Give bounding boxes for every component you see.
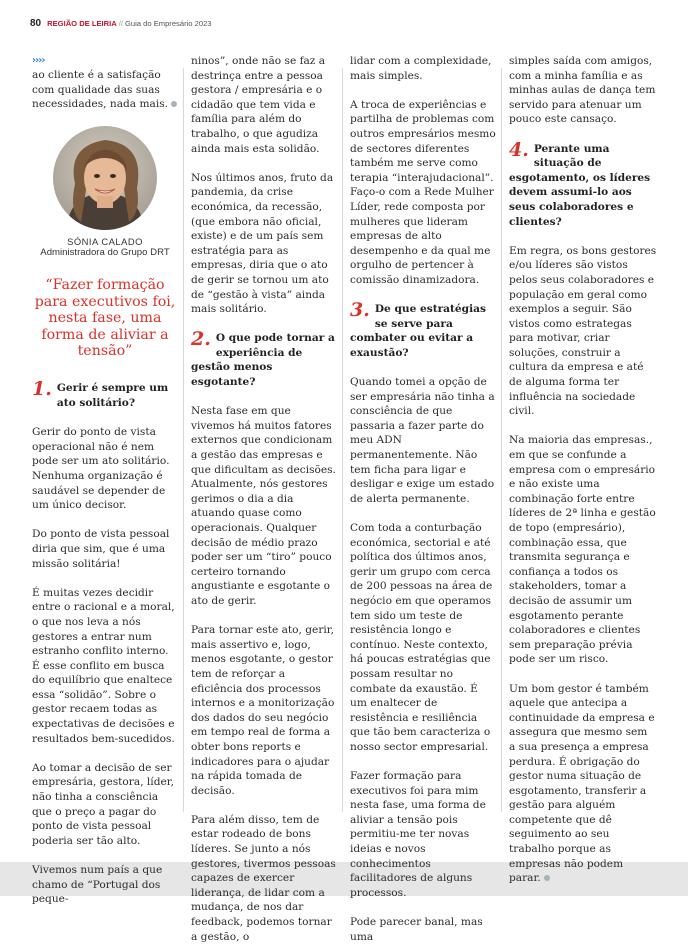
question-text: O que pode tornar a experiência de gestão menos esgotante?	[191, 332, 335, 389]
question-text: De que estratégias se serve para combater ou evitar a exaustão?	[350, 303, 486, 359]
question-number: 1.	[32, 378, 52, 401]
paragraph: Gerir do ponto de vista operacional não é nem pode ser um ato solitário. Nenhuma organização é saudável se depender de um único decisor.	[32, 426, 170, 512]
paragraph: Vivemos num país a que chamo de “Portugal dos peque-	[32, 864, 163, 906]
paragraph: Quando tomei a opção de ser empresária não tinha a consciência de que passaria a fazer parte do meu ADN permanentemente. Não tem ficha para ligar e desligar e exige um estado de alerta permanente.	[350, 376, 495, 505]
column-3	[350, 54, 496, 943]
paragraph: ao cliente é a satisfação com qualidade das suas necessidades, nada mais.	[32, 68, 178, 112]
question-number: 4.	[509, 138, 529, 161]
column-4	[509, 54, 657, 885]
paragraph: lidar com a complexidade, mais simples.	[350, 55, 492, 82]
person-role: Administradora do Grupo DRT	[40, 247, 170, 259]
question-number: 3.	[350, 299, 370, 322]
portrait-caption	[32, 236, 178, 259]
paragraph: Um bom gestor é também aquele que antecipa a continuidade da empresa e assegura que mesmo sem a sua presença a empresa perdura. É obrigação do gestor numa situação de esgotamento, transferir a gestão para alguém competente que dê seguimento ao seu trabalho porque as empresas não podem parar.	[509, 682, 655, 885]
question-text: Perante uma situação de esgotamento, os líderes devem assumi-lo aos seus colaboradores e clientes?	[509, 142, 651, 228]
question-number: 2.	[191, 328, 211, 351]
paragraph: Pode parecer banal, mas uma	[350, 916, 483, 943]
column-rule	[342, 68, 343, 812]
column-1	[32, 54, 178, 906]
page-number: 80	[30, 18, 42, 29]
page-header	[30, 18, 212, 32]
end-dot-icon	[544, 875, 550, 881]
question-4	[509, 138, 657, 230]
end-dot-icon	[171, 101, 177, 107]
question-text: Gerir é sempre um ato solitário?	[56, 382, 169, 409]
article-body	[0, 54, 688, 943]
paragraph: ninos”, onde não se faz a destrinça entre a pessoa gestora / empresária e o cidadão que tem vida e família para além do trabalho, o que agudiza ainda mais esta solidão.	[191, 55, 326, 155]
paragraph: Ao tomar a decisão de ser empresária, gestora, líder, não tinha a consciência que o preço a pagar do ponto de vista pessoal poderia ser tão alto.	[32, 761, 175, 847]
paragraph: Nos últimos anos, fruto da pandemia, da crise económica, da recessão, (que embora não oficial, existe) e de um país sem estratégia para as empresas, diria que o ato de gerir se tornou um ato de “gestão à vista” ainda mais solitário.	[191, 171, 334, 316]
paragraph: É muitas vezes decidir entre o racional e a moral, o que nos leva a nós gestores a entrar num estranho conflito interno. É esse conflito em busca do equilíbrio que enaltece essa “solidão”. Sobre o gestor recaem todas as expectativas de decisões e resultados bem-sucedidos.	[32, 586, 175, 745]
paragraph: Do ponto de vista pessoal diria que sim, que é uma missão solitária!	[32, 528, 170, 570]
paragraph: Fazer formação para executivos foi para mim nesta fase, uma forma de aliviar a tensão pois permitiu-me ter novas ideias e novos conhecimentos facilitadores de alguns processos.	[350, 770, 486, 899]
section-title: Guia do Empresário 2023	[124, 19, 212, 28]
publication-brand: REGIÃO DE LEIRIA	[47, 19, 117, 28]
question-2	[191, 328, 337, 389]
paragraph: Para além disso, tem de estar rodeado de bons líderes. Se junto a nós gestores, tivermos pessoas capazes de exercer liderança, de lidar com a mudança, de nos dar feedback, podemos tornar a gestão, o	[191, 813, 336, 943]
header-separator: //	[118, 19, 123, 28]
portrait-photo	[53, 126, 157, 230]
paragraph: Para tornar este ato, gerir, mais assertivo e, logo, menos esgotante, o gestor tem de reforçar a eficiência dos processos internos e a monitorização dos dados do seu negócio em tempo real de forma a obter bons reports e indicadores para o ajudar na rápida tomada de decisão.	[191, 624, 335, 797]
question-3	[350, 299, 496, 360]
paragraph: A troca de experiências e partilha de problemas com outros empresários mesmo de sectores diferentes também me serve como terapia “interajudacional”. Faço-o com a Rede Mulher Líder, rede composta por mulheres que lideram empresas de alto desempenho e da qual me orgulho de pertencer à comissão dinamizadora.	[350, 98, 496, 286]
paragraph: Nesta fase em que vivemos há muitos fatores externos que condicionam a gestão das empresas e que dificultam as decisões. Atualmente, nós gestores gerimos o dia a dia atuando quase como operacionais. Qualquer decisão de médio prazo poder ser um “tiro” pouco certeiro tornando angustiante e esgotante o ato de gerir.	[191, 405, 336, 607]
paragraph: simples saída com amigos, com a minha família e as minhas aulas de dança tem servido para atenuar um pouco este cansaço.	[509, 55, 656, 126]
double-chevron-right-icon: ››››	[32, 55, 45, 66]
column-rule	[183, 68, 184, 812]
person-name: SÓNIA CALADO	[67, 236, 143, 248]
column-2	[191, 54, 337, 943]
pull-quote: “Fazer formação para executivos foi, nesta fase, uma forma de aliviar a tensão”	[34, 277, 176, 359]
paragraph: Com toda a conturbação económica, sectorial e até política dos últimos anos, gerir um grupo com cerca de 200 pessoas na área de negócio em que operamos tem sido um teste de resistência longo e contínuo. Neste contexto, há poucas estratégias que possam resultar no combate da exaustão. É um enaltecer de resistência e resiliência que tão bem caracteriza o nosso sector empresarial.	[350, 522, 493, 753]
paragraph: Na maioria das empresas., em que se confunde a empresa com o empresário e não existe uma combinação forte entre líderes de 2ª linha e gestão de topo (empresário), combinação essa, que transmita segurança e confiança a todos os stakeholders, tomar a decisão de assumir um esgotamento perante colaboradores e clientes sem preparação prévia pode ser um risco.	[509, 434, 656, 666]
question-1	[32, 378, 178, 410]
paragraph: Em regra, os bons gestores e/ou líderes são vistos pelos seus colaboradores e população em geral como exemplos a seguir. São vistos como estrategas para motivar, criar soluções, construir a cultura da empresa e até de alguma forma ter influência na sociedade civil.	[509, 244, 657, 418]
column-rule	[501, 68, 502, 812]
